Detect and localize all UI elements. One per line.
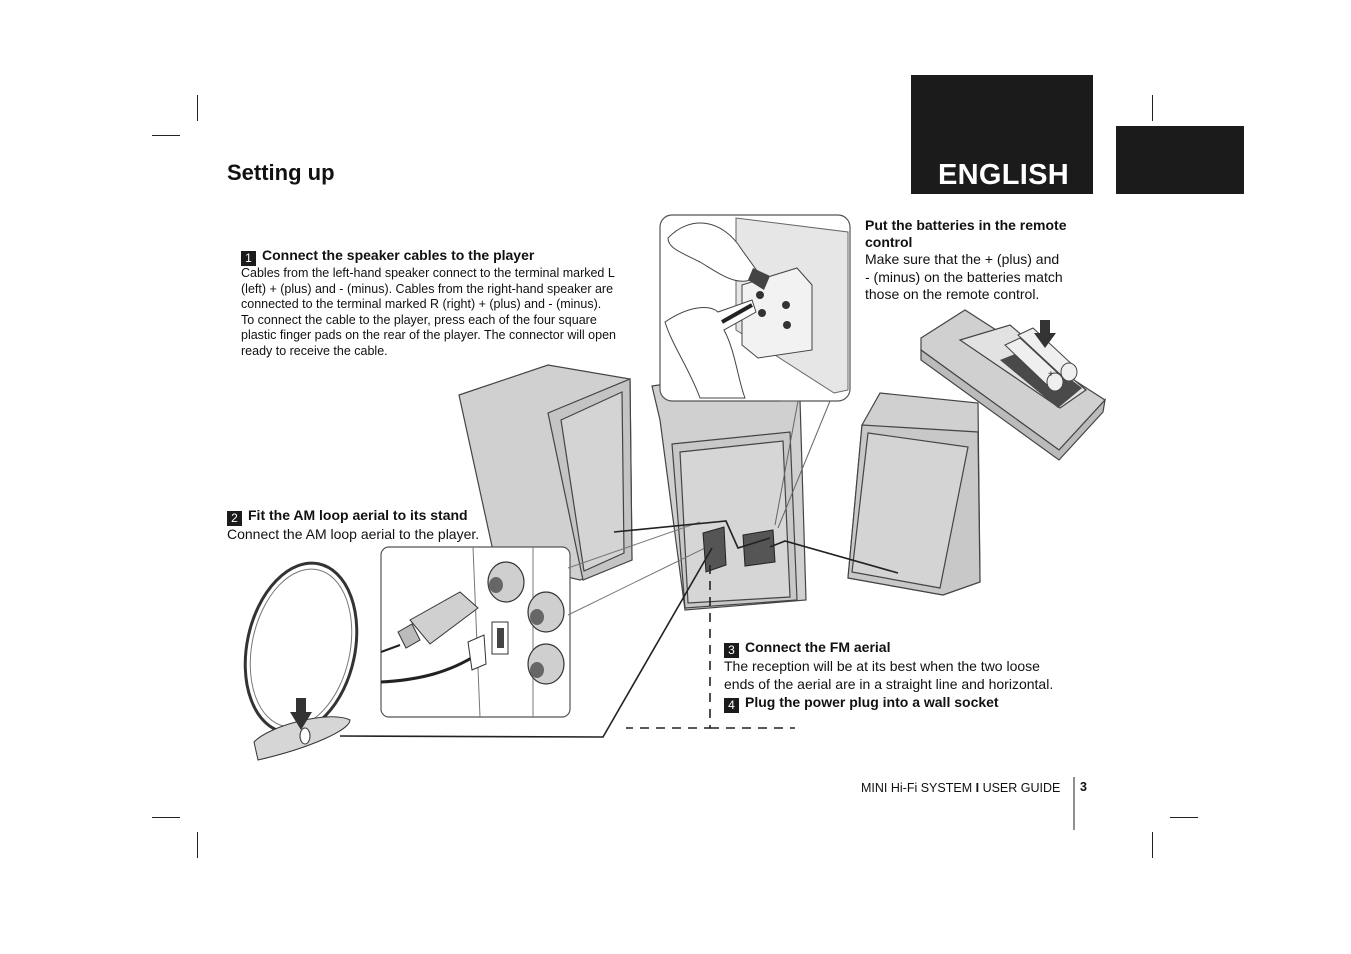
section-am-aerial [227,507,527,544]
section-body: Connect the AM loop aerial to the player. [227,526,480,542]
section-speaker-cables [241,247,641,359]
section-body: Cables from the left-hand speaker connect to the terminal marked L (left) + (plus) and - (minus). Cables from the right-hand speaker are connected to the terminal marked R (right) + (plus) and - (minus). To connect the cable to the player, press each of the four square plastic finger pads on the rear of the player. The connector will open ready to receive the cable. [241,266,616,358]
section-heading: 2 Fit the AM loop aerial to its stand [227,507,527,526]
section-fm-aerial [724,639,1084,713]
section-power-plug: 4 Plug the power plug into a wall socket [724,694,1084,713]
battery-plus: + [1048,369,1054,380]
language-label: ENGLISH [938,159,1069,191]
section-heading: 1 Connect the speaker cables to the player [241,247,641,266]
section-body: The reception will be at its best when the two loose ends of the aerial are in a straight line and horizontal. [724,658,1054,692]
step-number: 4 [724,698,739,713]
step-number: 2 [227,511,242,526]
step-number: 1 [241,251,256,266]
section-body: Make sure that the + (plus) and - (minus) on the batteries match those on the remote control. [865,251,1063,302]
section-heading: Put the batteries in the remote control [865,217,1067,250]
step-number: 3 [724,643,739,658]
section-heading: 3 Connect the FM aerial [724,639,1084,658]
page-title: Setting up [227,160,335,185]
page-number: 3 [1080,780,1087,794]
footer: MINI Hi-Fi SYSTEM I USER GUIDE [861,781,1061,795]
section-batteries [865,217,1095,304]
